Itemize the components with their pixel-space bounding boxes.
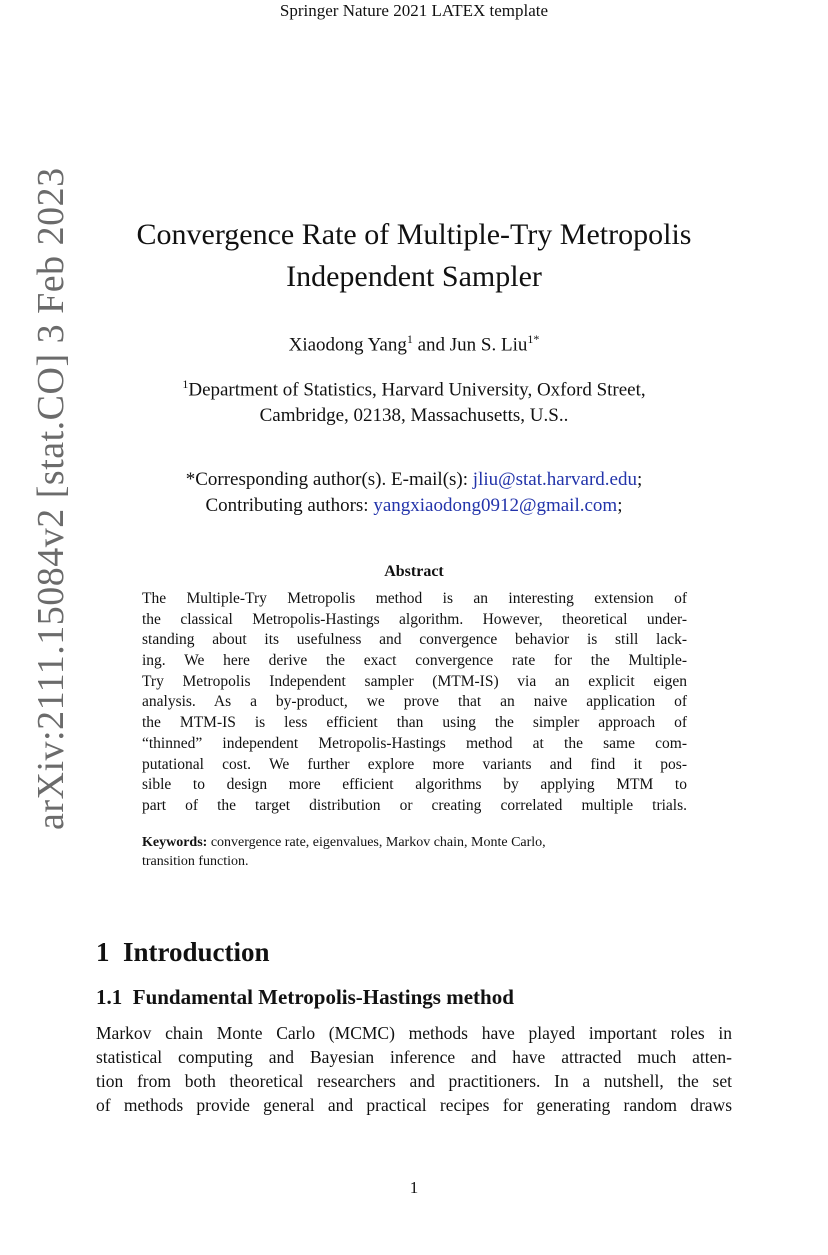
- keywords-label: Keywords:: [142, 835, 208, 850]
- abstract-line: analysis. As a by-product, we prove that an naive application of: [142, 693, 687, 711]
- subsection-heading: [96, 985, 514, 1010]
- contributing-label: Contributing authors:: [205, 495, 374, 516]
- abstract-line: putational cost. We further explore more variants and find it pos-: [142, 755, 687, 773]
- paper-title: [0, 214, 828, 298]
- corresponding-email-link[interactable]: jliu@stat.harvard.edu: [472, 469, 637, 490]
- abstract-line: the MTM-IS is less efficient than using the simpler approach of: [142, 714, 687, 732]
- abstract-line: part of the target distribution or creating correlated multiple trials.: [142, 796, 687, 814]
- section-heading: [96, 937, 270, 968]
- subsection-number: 1.1: [96, 985, 123, 1009]
- corresponding-label: *Corresponding author(s). E-mail(s):: [185, 469, 473, 490]
- affiliation-mark: 1: [406, 332, 413, 346]
- title-line-1: Convergence Rate of Multiple-Try Metropolis: [136, 218, 692, 251]
- affiliation-mark: 1: [182, 377, 189, 391]
- abstract-line: the classical Metropolis-Hastings algorithm. However, theoretical under-: [142, 610, 687, 628]
- punctuation: ;: [636, 469, 643, 490]
- body-line: statistical computing and Bayesian inference and have attracted much atten-: [96, 1047, 732, 1067]
- contact-info: [0, 467, 828, 519]
- affiliation-mark: 1*: [527, 332, 540, 346]
- abstract-heading: Abstract: [384, 563, 444, 580]
- section-number: 1: [96, 937, 110, 967]
- author-joiner: and: [412, 334, 450, 356]
- abstract-line: ing. We here derive the exact convergence rate for the Multiple-: [142, 652, 687, 670]
- abstract-line: standing about its usefulness and convergence behavior is still lack-: [142, 631, 687, 649]
- affiliation-line-2: Cambridge, 02138, Massachusetts, U.S..: [259, 405, 569, 427]
- abstract-line: Try Metropolis Independent sampler (MTM-IS) via an explicit eigen: [142, 672, 687, 690]
- title-line-2: Independent Sampler: [286, 260, 542, 293]
- keywords-line-2: transition function.: [142, 854, 249, 869]
- abstract-line: “thinned” independent Metropolis-Hastings method at the same com-: [142, 734, 687, 752]
- body-line: of methods provide general and practical recipes for generating random draws: [96, 1095, 732, 1115]
- subsection-title: Fundamental Metropolis-Hastings method: [132, 985, 514, 1009]
- keywords-line-1: convergence rate, eigenvalues, Markov chain, Monte Carlo,: [207, 835, 546, 850]
- author-name: Jun S. Liu: [449, 334, 528, 356]
- contributing-email-link[interactable]: yangxiaodong0912@gmail.com: [373, 495, 618, 516]
- abstract-body: [142, 589, 687, 817]
- affiliation-line-1: Department of Statistics, Harvard University, Oxford Street,: [188, 379, 646, 401]
- running-header: Springer Nature 2021 LATEX template: [279, 1, 549, 20]
- punctuation: ;: [617, 495, 623, 516]
- body-line: Markov chain Monte Carlo (MCMC) methods have played important roles in: [96, 1023, 732, 1043]
- abstract-line: sible to design more efficient algorithms by applying MTM to: [142, 776, 687, 794]
- author-name: Xiaodong Yang: [288, 334, 407, 356]
- affiliation: [0, 371, 828, 429]
- keywords: [142, 833, 687, 871]
- body-line: tion from both theoretical researchers and practitioners. In a nutshell, the set: [96, 1071, 732, 1091]
- page-number: 1: [409, 1178, 419, 1197]
- abstract-line: The Multiple-Try Metropolis method is an interesting extension of: [142, 590, 687, 607]
- author-list: [0, 332, 828, 356]
- section-title: Introduction: [123, 937, 270, 967]
- intro-paragraph: [96, 1021, 732, 1117]
- arxiv-stamp-text: arXiv:2111.15084v2 [stat.CO] 3 Feb 2023: [30, 167, 72, 830]
